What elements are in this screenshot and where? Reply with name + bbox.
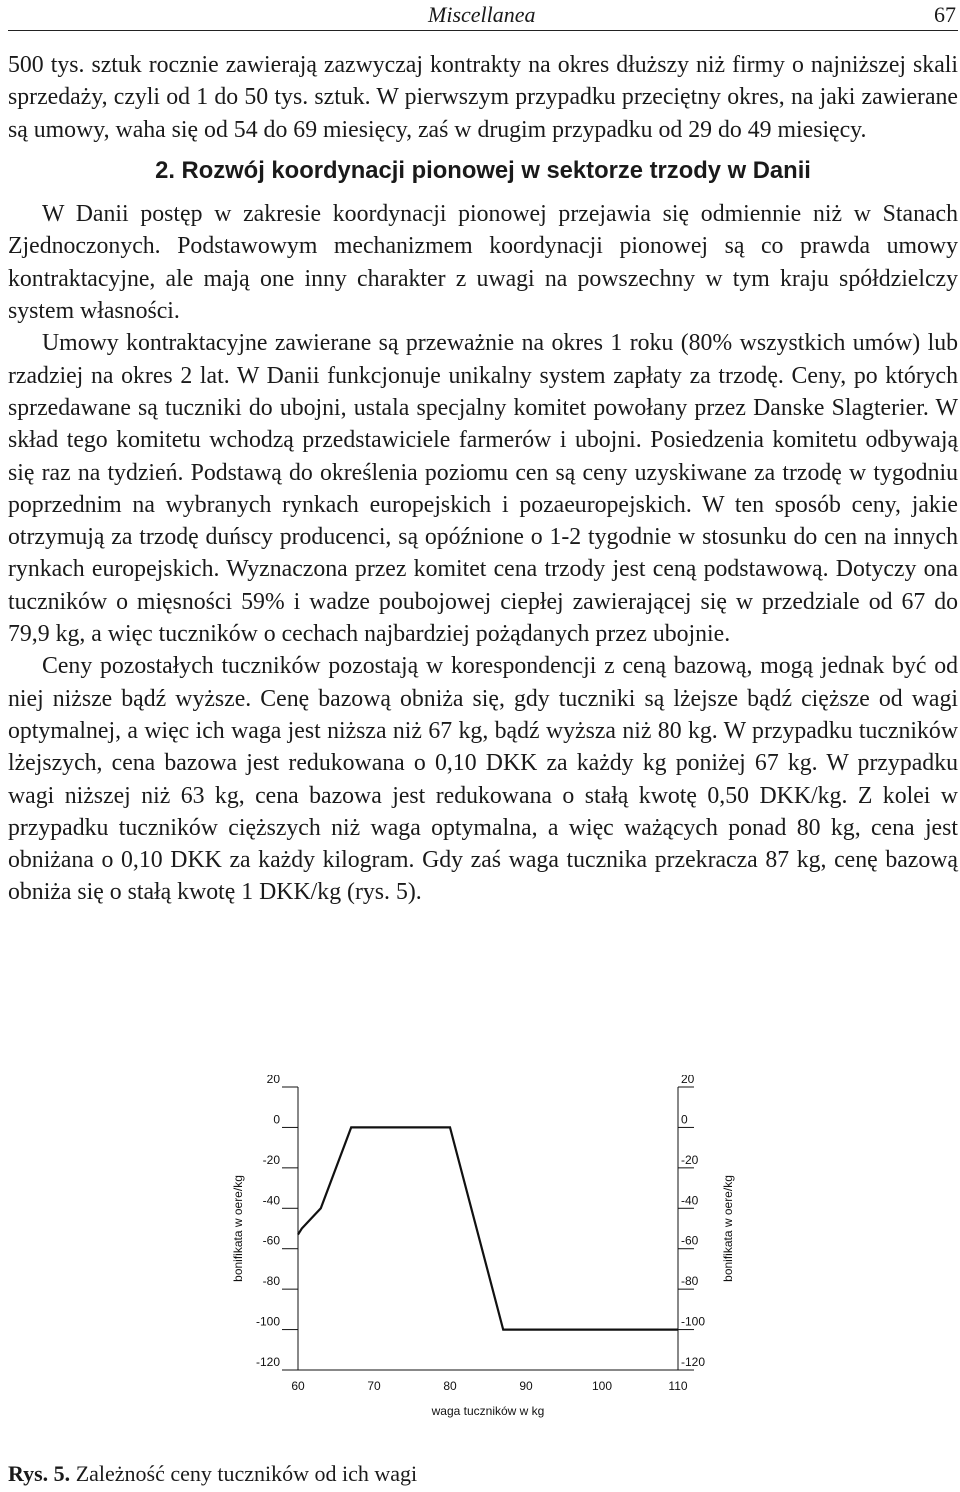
section-heading: 2. Rozwój koordynacji pionowej w sektorze trzody w Danii (155, 156, 811, 184)
y-tick-label: -80 (681, 1274, 699, 1289)
y-tick-label: -100 (681, 1314, 706, 1329)
x-tick-label: 80 (443, 1379, 457, 1393)
y-tick-label: -20 (262, 1152, 280, 1167)
figure-caption (8, 1461, 417, 1487)
x-axis-label: waga tuczników w kg (431, 1404, 545, 1418)
caption-label: Rys. 5. (8, 1461, 71, 1486)
page-number: 67 (934, 2, 956, 27)
x-tick-label: 90 (519, 1379, 533, 1393)
y-tick-label: -20 (681, 1152, 699, 1167)
y-tick-label: -100 (255, 1314, 280, 1329)
paragraph: 500 tys. sztuk rocznie zawierają zazwyczaj kontrakty na okres dłuższy niż firmy o najniższej skali sprzedaży, czyli od 1 do 50 tys. sztuk. W pierwszym przypadku przeciętny okres, na jaki zawierane są umowy, waha się od 54 do 69 miesięcy, zaś w drugim przypadku od 29 do 49 miesięcy. (8, 52, 958, 143)
chart-axes (298, 1087, 678, 1370)
y-tick-label: -60 (262, 1233, 280, 1248)
y-tick-label: -120 (255, 1355, 280, 1369)
y-ticks-left (256, 1075, 298, 1370)
y-tick-label: 20 (681, 1075, 695, 1086)
y-tick-label: 20 (266, 1075, 280, 1086)
y-tick-label: -60 (681, 1233, 699, 1248)
bonus-chart (220, 1075, 750, 1425)
body-text (8, 49, 958, 909)
x-tick-label: 110 (668, 1379, 688, 1393)
y-tick-label: -40 (681, 1193, 699, 1208)
section-title: Miscellanea (428, 2, 536, 27)
paragraph: Ceny pozostałych tuczników pozostają w korespondencji z ceną bazową, mogą jednak być od niej niższe bądź wyższe. Cenę bazową obniża się, gdy tuczniki są lżejsze bądź cięższe od wagi optymalnej, a więc ich waga jest niższa niż 67 kg, bądź wyższa niż 80 kg. W przypadku tuczników lżejszych, cena bazowa jest redukowana o 0,10 DKK za każdy kg poniżej 67 kg. W przypadku wagi niższej niż 63 kg, cena bazowa jest redukowana o stałą kwotę 0,50 DKK/kg. Z kolei w przypadku tuczników cięższych niż waga optymalna, a więc ważących ponad 80 kg, cena jest obniżana o 0,10 DKK za każdy kilogram. Gdy zaś waga tucznika przekracza 87 kg, cenę bazową obniża się o stałą kwotę 1 DKK/kg (rys. 5). (8, 653, 958, 906)
y-tick-label: -120 (681, 1355, 706, 1369)
running-header (8, 0, 958, 31)
x-tick-label: 100 (591, 1379, 613, 1393)
y-tick-label: 0 (681, 1112, 688, 1127)
y-tick-label: 0 (273, 1112, 280, 1127)
x-ticks (291, 1379, 688, 1393)
y-ticks-right (678, 1075, 705, 1370)
series-line (298, 1127, 678, 1329)
y-axis-label-right: bonifikata w oere/kg (721, 1175, 735, 1282)
caption-text: Zależność ceny tuczników od ich wagi (75, 1461, 418, 1486)
y-axis-label-left: bonifikata w oere/kg (231, 1175, 245, 1282)
y-tick-label: -40 (262, 1193, 280, 1208)
paragraph: W Danii postęp w zakresie koordynacji pionowej przejawia się odmiennie niż w Stanach Zjednoczonych. Podstawowym mechanizmem koordynacji pionowej są co prawda umowy kontraktacyjne, ale mają one inny charakter z uwagi na powszechny w tym kraju spółdzielczy system własności. (8, 201, 958, 325)
y-tick-label: -80 (262, 1274, 280, 1289)
x-tick-label: 70 (367, 1379, 381, 1393)
x-tick-label: 60 (291, 1379, 305, 1393)
paragraph: Umowy kontraktacyjne zawierane są przeważnie na okres 1 roku (80% wszystkich umów) lub rzadziej na okres 2 lat. W Danii funkcjonuje unikalny system zapłaty za trzodę. Ceny, po których sprzedawane są tuczniki do ubojni, ustala specjalny komitet powołany przez Danske Slagterier. W skład tego komitetu wchodzą przedstawiciele farmerów i ubojni. Posiedzenia komitetu odbywają się raz na tydzień. Podstawą do określenia poziomu cen są ceny uzyskiwane za trzodę w tygodniu poprzednim na wybranych rynkach europejskich i pozaeuropejskich. W ten sposób ceny, jakie otrzymują za trzodę duńscy producenci, są opóźnione o 1-2 tygodnie w stosunku do cen na innych rynkach europejskich. Wyznaczona przez komitet cena trzody jest ceną podstawową. Dotyczy ona tuczników o mięsności 59% i wadze poubojowej ciepłej zawierającej się w przedziale od 67 do 79,9 kg, a więc tuczników o cechach najbardziej pożądanych przez ubojnie. (8, 330, 958, 648)
